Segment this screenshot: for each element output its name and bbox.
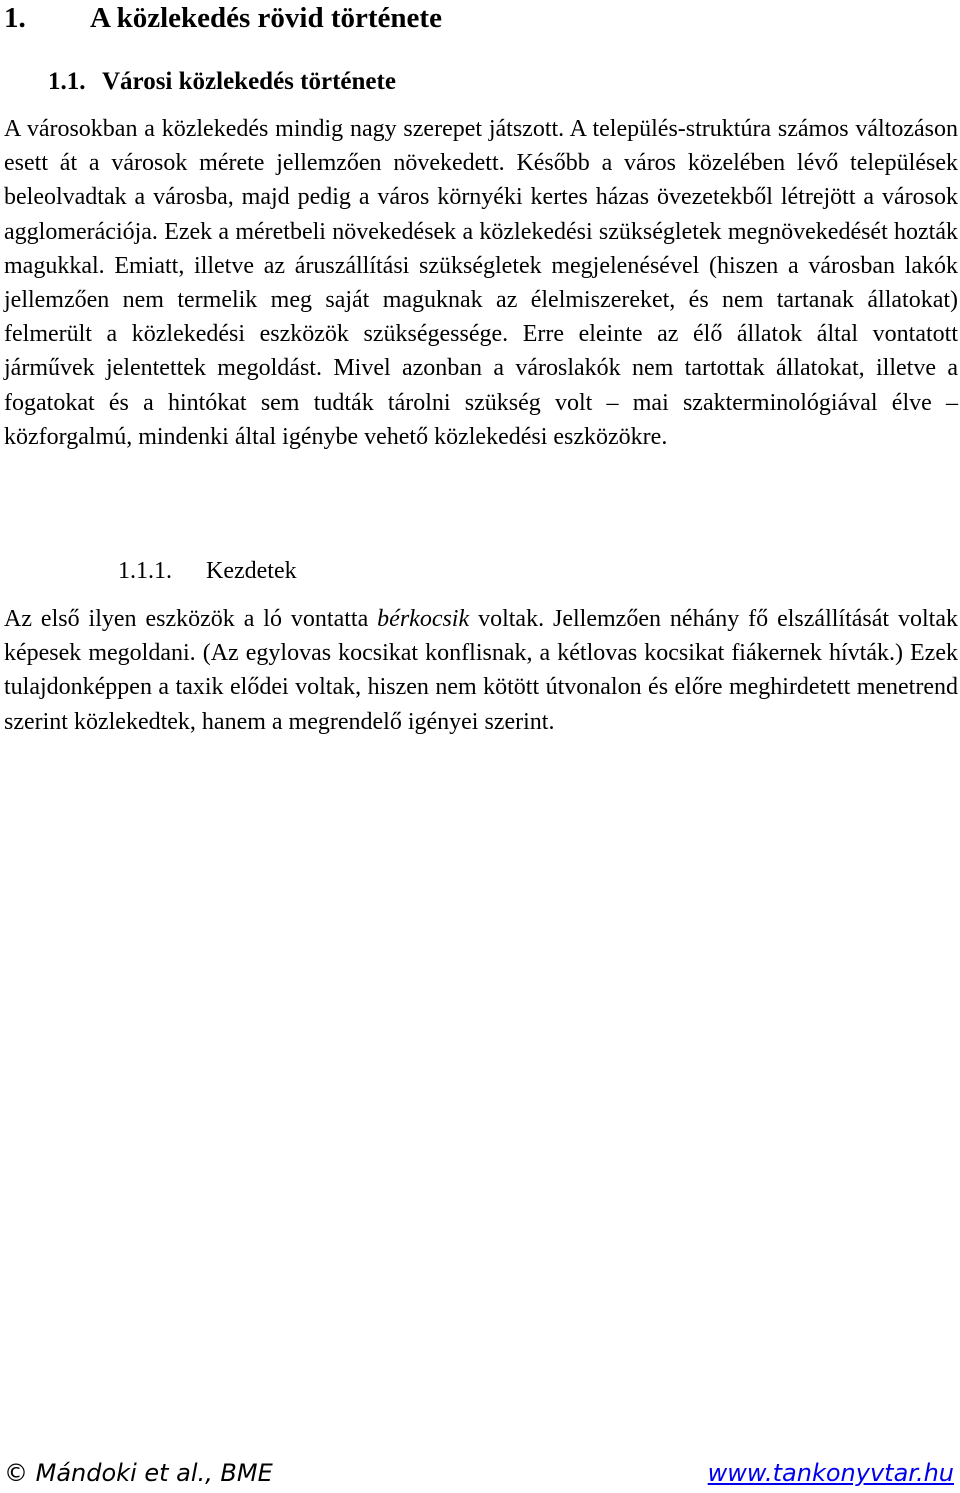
section-heading bbox=[48, 66, 396, 98]
paragraph-text-start: Az első ilyen eszközök a ló vontatta bbox=[4, 606, 378, 632]
chapter-heading bbox=[4, 0, 442, 36]
emphasis-term: bérkocsik bbox=[377, 606, 470, 632]
paragraph-urban-transport: A városokban a közlekedés mindig nagy szerepet játszott. A település-struktúra számos változáson esett át a városok mérete jellemzően növekedett. Később a város közelében lévő települések beleolvadtak a városba, majd pedig a város környéki kertes házas övezetekből létrejött a városok agglomerációja. Ezek a méretbeli növekedések a közlekedési szükségletek megnövekedését hozták magukkal. Emiatt, illetve az áruszállítási szükségletek megjelenésével (hiszen a városban lakók jellemzően nem termelik meg saját maguknak az élelmiszereket, és nem tartanak állatokat) felmerült a közlekedési eszközök szükségessége. Erre eleinte az élő állatok által vontatott járművek jelentettek megoldást. Mivel azonban a városlakók nem tartottak állatokat, illetve a fogatokat és a hintókat sem tudták tárolni szükség volt – mai szakterminológiával élve – közforgalmú, mindenki által igénybe vehető közlekedési eszközökre. bbox=[4, 116, 958, 450]
page-footer bbox=[4, 1456, 954, 1490]
subsection-title: Kezdetek bbox=[206, 558, 297, 584]
paragraph-text-end: voltak. Jellemzően néhány fő elszállítását voltak képesek megoldani. (Az egylovas kocsikat konflisnak, a kétlovas kocsikat fiákernek hívták.) Ezek tulajdonképpen a taxik elődei voltak, hiszen nem kötött útvonalon és előre meghirdetett menetrend szerint közlekedtek, hanem a megrendelő igényei szerint. bbox=[4, 606, 958, 735]
footer-author: © Mándoki et al., BME bbox=[4, 1459, 273, 1487]
subsection-number: 1.1.1. bbox=[118, 558, 172, 584]
paragraph-beginnings bbox=[4, 602, 958, 739]
section-number: 1.1. bbox=[48, 68, 86, 95]
chapter-title: A közlekedés rövid története bbox=[90, 2, 442, 34]
footer-website-link[interactable]: www.tankonyvtar.hu bbox=[707, 1459, 954, 1487]
chapter-number: 1. bbox=[4, 2, 26, 34]
section-title: Városi közlekedés története bbox=[102, 68, 396, 95]
subsection-heading bbox=[118, 554, 297, 588]
